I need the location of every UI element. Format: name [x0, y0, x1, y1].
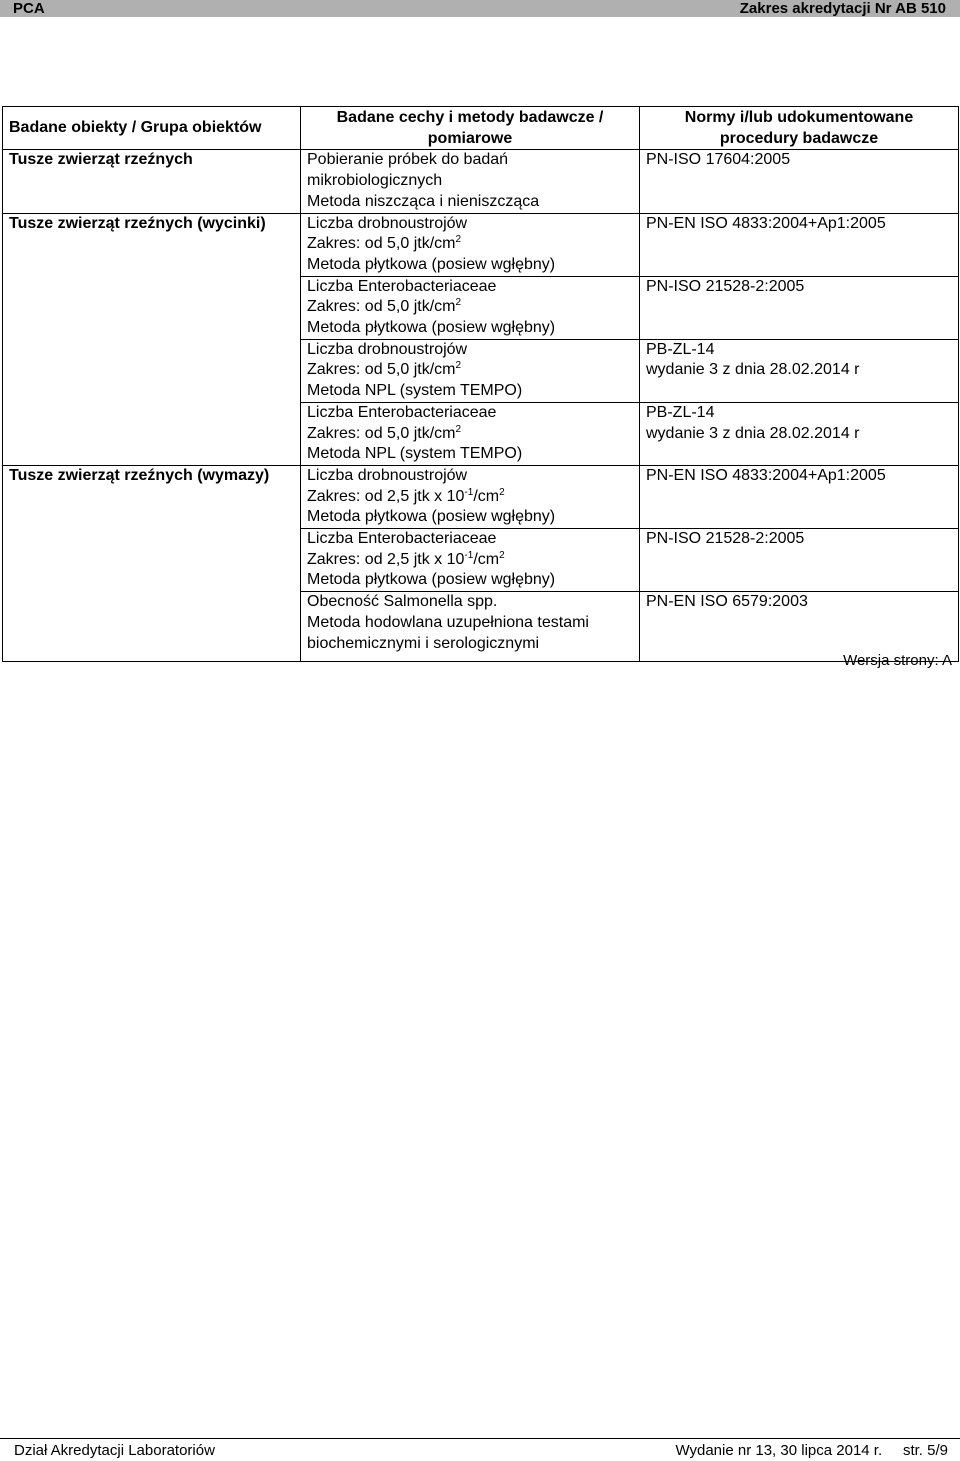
object-cell: Tusze zwierząt rzeźnych — [3, 150, 301, 213]
page-version: Wersja strony: A — [843, 652, 952, 669]
column-header-methods: Badane cechy i metody badawcze / pomiarowe — [301, 107, 640, 150]
norm-cell: PN-EN ISO 6579:2003 — [640, 592, 959, 662]
table-row — [3, 213, 959, 276]
norm-cell: PN-ISO 21528-2:2005 — [640, 529, 959, 592]
method-cell: Liczba Enterobacteriaceae Zakres: od 5,0 jtk/$cm^2$ Metoda płytkowa (posiew wgłębny) — [301, 276, 640, 339]
page-header-bar — [0, 0, 960, 17]
table-header-row — [3, 107, 959, 150]
norm-cell: PB-ZL-14 wydanie 3 z dnia 28.02.2014 r — [640, 402, 959, 465]
norm-cell: PN-ISO 21528-2:2005 — [640, 276, 959, 339]
org-name: PCA — [13, 0, 45, 17]
table-row — [3, 150, 959, 213]
page-footer — [0, 1438, 960, 1460]
accreditation-scope-table — [2, 106, 959, 662]
method-cell: Liczba drobnoustrojów Zakres: od 5,0 jtk/$cm^2$ Metoda płytkowa (posiew wgłębny) — [301, 213, 640, 276]
norm-cell: PN-ISO 17604:2005 — [640, 150, 959, 213]
column-header-objects: Badane obiekty / Grupa obiektów — [3, 107, 301, 150]
footer-edition: Wydanie nr 13, 30 lipca 2014 r. str. 5/9 — [675, 1442, 948, 1459]
method-cell: Liczba drobnoustrojów Zakres: od 2,5 jtk x $10^{-1}/cm^2$ Metoda płytkowa (posiew wgłębny) — [301, 465, 640, 528]
column-header-norms: Normy i/lub udokumentowane procedury badawcze — [640, 107, 959, 150]
object-cell: Tusze zwierząt rzeźnych (wymazy) — [3, 465, 301, 661]
norm-cell: PB-ZL-14 wydanie 3 z dnia 28.02.2014 r — [640, 339, 959, 402]
document-title: Zakres akredytacji Nr AB 510 — [739, 0, 946, 17]
method-cell: Obecność Salmonella spp. Metoda hodowlana uzupełniona testami biochemicznymi i serologicznymi — [301, 592, 640, 662]
table-row — [3, 465, 959, 528]
method-cell: Liczba Enterobacteriaceae Zakres: od 2,5 jtk x $10^{-1}/cm^2$ Metoda płytkowa (posiew wgłębny) — [301, 529, 640, 592]
method-cell: Pobieranie próbek do badań mikrobiologicznych Metoda niszcząca i nieniszcząca — [301, 150, 640, 213]
norm-cell: PN-EN ISO 4833:2004+Ap1:2005 — [640, 213, 959, 276]
footer-department: Dział Akredytacji Laboratoriów — [14, 1442, 215, 1459]
object-cell: Tusze zwierząt rzeźnych (wycinki) — [3, 213, 301, 465]
norm-cell: PN-EN ISO 4833:2004+Ap1:2005 — [640, 465, 959, 528]
method-cell: Liczba drobnoustrojów Zakres: od 5,0 jtk/$cm^2$ Metoda NPL (system TEMPO) — [301, 339, 640, 402]
method-cell: Liczba Enterobacteriaceae Zakres: od 5,0 jtk/$cm^2$ Metoda NPL (system TEMPO) — [301, 402, 640, 465]
